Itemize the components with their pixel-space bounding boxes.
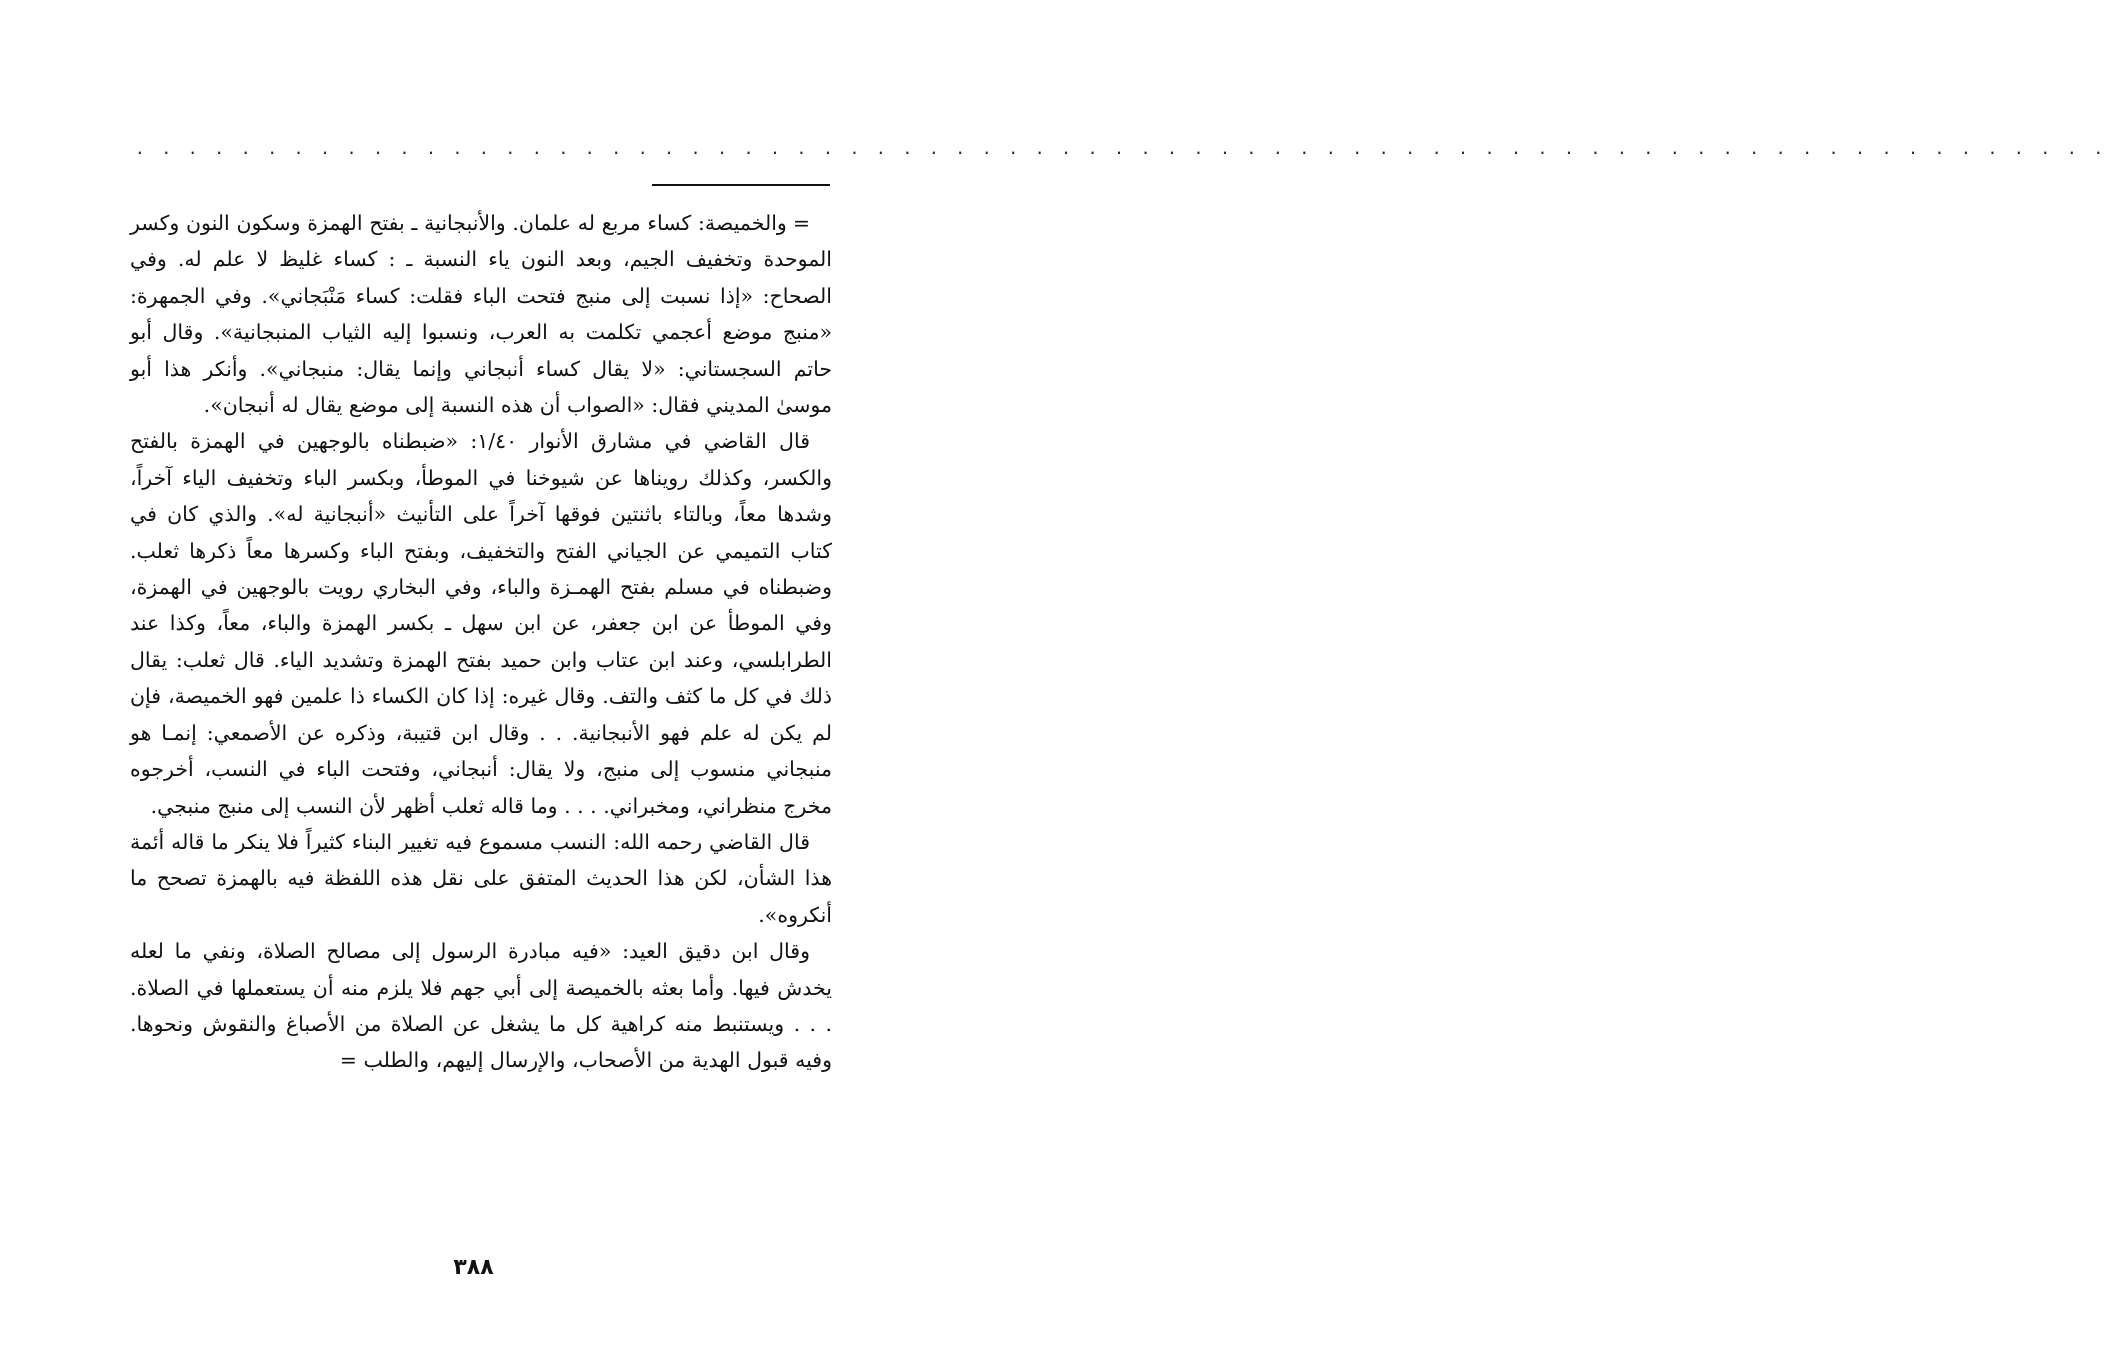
- footnote-paragraph-4: وقال ابن دقيق العيد: «فيه مبادرة الرسول إلى مصالح الصلاة، ونفي ما لعله يخدش فيها. وأما بعثه بالخميصة إلى أبي جهم فلا يلزم منه أن يستعملها في الصلاة. . . . ويستنبط منه كراهية كل ما يشغل عن الصلاة من الأصباغ والنقوش ونحوها. وفيه قبول الهدية من الأصحاب، والإرسال إليهم، والطلب =: [130, 939, 832, 1073]
- separator-dots: . . . . . . . . . . . . . . . . . . . . . . . . . . . . . . . . . . . . . . . . . . . . . . . . . . . . . . . . . . . . . . . . . . . . . . . . . . .: [135, 139, 2107, 158]
- footnote-paragraph-3: قال القاضي رحمه الله: النسب مسموع فيه تغيير البناء كثيراً فلا ينكر ما قاله أئمة هذا الشأن، لكن هذا الحديث المتفق على نقل هذه اللفظة فيه بالهمزة تصحح ما أنكروه».: [130, 829, 832, 927]
- footnote-paragraph-2: قال القاضي في مشارق الأنوار ١/٤٠: «ضبطناه بالوجهين في الهمزة بالفتح والكسر، وكذلك رويناها عن شيوخنا في الموطأ، وبكسر الباء وتخفيف الياء آخراً، وشدها معاً، وبالتاء باثنتين فوقها آخراً على التأنيث «أنبجانية له». والذي كان في كتاب التميمي عن الجياني الفتح والتخفيف، وبفتح الباء وكسرها معاً ذكرها ثعلب. وضبطناه في مسلم بفتح الهمـزة والباء، وفي البخاري رويت بالوجهين في الهمزة، وفي الموطأ عن ابن جعفر، عن ابن سهل ـ بكسر الهمزة والباء، معاً، وكذا عند الطرابلسي، وعند ابن عتاب وابن حميد بفتح الهمزة وتشديد الياء. قال ثعلب: يقال ذلك في كل ما كثف والتف. وقال غيره: إذا كان الكساء ذا علمين فهو الخميصة، فإن لم يكن له علم فهو الأنبجانية. . . وقال ابن قتيبة، وذكره عن الأصمعي: إنمـا هو منبجاني منسوب إلى منبج، ولا يقال: أنبجاني، وفتحت الباء في النسب، أخرجوه مخرج منظراني، ومخبراني. . . . وما قاله ثعلب أظهر لأن النسب إلى منبج منبجي.: [130, 429, 832, 818]
- footnote-rule: [652, 184, 830, 186]
- footnote-paragraph-1: [130, 205, 832, 423]
- footnote-body: [130, 205, 832, 1235]
- continuation-mark: =: [792, 211, 810, 235]
- page-number: ٣٨٨: [453, 1255, 494, 1280]
- footnote-paragraph-1-text: والخميصة: كساء مربع له علمان. والأنبجانية ـ بفتح الهمزة وسكون النون وكسر الموحدة وتخفيف الجيم، وبعد النون ياء النسبة ـ : كساء غليظ لا علم له. وفي الصحاح: «إذا نسبت إلى منبج فتحت الباء فقلت: كساء مَنْبَجاني». وفي الجمهرة: «منبج موضع أعجمي تكلمت به العرب، ونسبوا إليه الثياب المنبجانية». وقال أبو حاتم السجستاني: «لا يقال كساء أنبجاني وإنما يقال: منبجاني». وأنكر هذا أبو موسىٰ المديني فقال: «الصواب أن هذه النسبة إلى موضع يقال له أنبجان».: [130, 211, 832, 418]
